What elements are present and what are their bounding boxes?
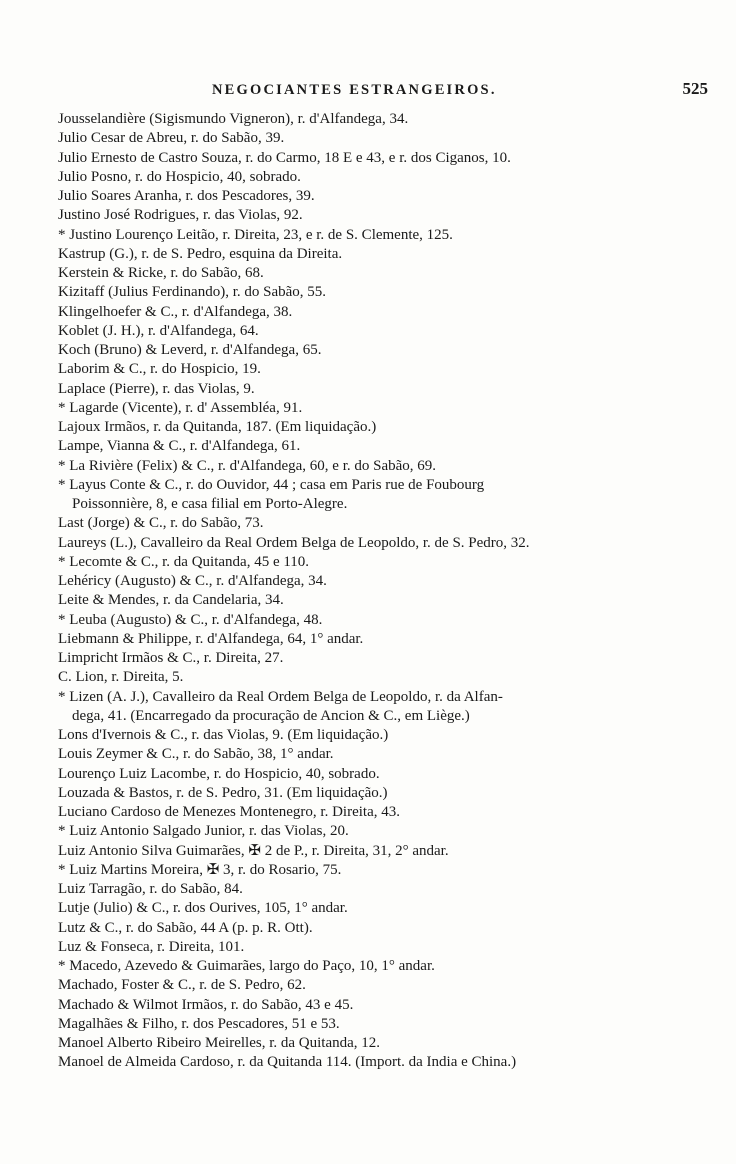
entry-line: Koblet (J. H.), r. d'Alfandega, 64. bbox=[58, 322, 259, 339]
entry-line: Last (Jorge) & C., r. do Sabão, 73. bbox=[58, 515, 264, 532]
entry-line: * Lizen (A. J.), Cavalleiro da Real Ordem Belga de Leopoldo, r. da Alfan- bbox=[58, 688, 503, 705]
entry-line: Limpricht Irmãos & C., r. Direita, 27. bbox=[58, 650, 284, 666]
entry-continuation-line: Poissonnière, 8, e casa filial em Porto-Alegre. bbox=[72, 496, 348, 512]
entry-line: Laureys (L.), Cavalleiro da Real Ordem Belga de Leopoldo, r. de S. Pedro, 32. bbox=[58, 534, 530, 551]
entry-continuation-line: dega, 41. (Encarregado da procuração de Ancion & C., em Liège.) bbox=[72, 707, 470, 724]
entry-line: Lajoux Irmãos, r. da Quitanda, 187. (Em liquidação.) bbox=[58, 419, 377, 435]
entry-line: * Luiz Martins Moreira, ✠ 3, r. do Rosario, 75. bbox=[58, 861, 342, 878]
entry-line: Laplace (Pierre), r. das Violas, 9. bbox=[58, 380, 255, 397]
entry-line: Manoel de Almeida Cardoso, r. da Quitanda 114. (Import. da India e China.) bbox=[58, 1054, 517, 1071]
entry-line: Luiz Antonio Silva Guimarães, ✠ 2 de P., r. Direita, 31, 2° andar. bbox=[58, 842, 449, 859]
entry-line: Lutz & C., r. do Sabão, 44 A (p. p. R. Ott). bbox=[58, 919, 313, 936]
entry-line: * Lagarde (Vicente), r. d' Assembléa, 91. bbox=[58, 399, 303, 416]
page-header bbox=[50, 79, 710, 106]
entry-line: Machado & Wilmot Irmãos, r. do Sabão, 43 e 45. bbox=[58, 996, 354, 1013]
entry-line: Liebmann & Philippe, r. d'Alfandega, 64, 1° andar. bbox=[58, 630, 364, 647]
entry-line: * Leuba (Augusto) & C., r. d'Alfandega, 48. bbox=[58, 611, 323, 628]
entry-line: Klingelhoefer & C., r. d'Alfandega, 38. bbox=[58, 303, 293, 320]
entry-line: C. Lion, r. Direita, 5. bbox=[58, 669, 184, 686]
entry-line: Lutje (Julio) & C., r. dos Ourives, 105, 1° andar. bbox=[58, 900, 348, 917]
entry-line: Julio Cesar de Abreu, r. do Sabão, 39. bbox=[58, 130, 285, 147]
entry-line: Leite & Mendes, r. da Candelaria, 34. bbox=[58, 592, 284, 609]
entry-line: * Justino Lourenço Leitão, r. Direita, 23, e r. de S. Clemente, 125. bbox=[58, 226, 453, 243]
entry-line: Lampe, Vianna & C., r. d'Alfandega, 61. bbox=[58, 438, 301, 455]
entry-line: Luiz Tarragão, r. do Sabão, 84. bbox=[58, 881, 243, 897]
entry-line: Kastrup (G.), r. de S. Pedro, esquina da Direita. bbox=[58, 245, 343, 262]
entry-line: Lourenço Luiz Lacombe, r. do Hospicio, 40, sobrado. bbox=[58, 765, 380, 782]
entry-line: Lehéricy (Augusto) & C., r. d'Alfandega, 34. bbox=[58, 573, 327, 589]
running-title: NEGOCIANTES ESTRANGEIROS. bbox=[212, 82, 497, 98]
entry-line: * Layus Conte & C., r. do Ouvidor, 44 ; casa em Paris rue de Foubourg bbox=[58, 476, 485, 493]
directory-entries bbox=[58, 110, 713, 1073]
entry-line: Julio Posno, r. do Hospicio, 40, sobrado. bbox=[58, 168, 301, 185]
entry-line: Julio Soares Aranha, r. dos Pescadores, 39. bbox=[58, 188, 315, 204]
entry-line: Manoel Alberto Ribeiro Meirelles, r. da Quitanda, 12. bbox=[58, 1035, 381, 1051]
entry-line: Magalhães & Filho, r. dos Pescadores, 51 e 53. bbox=[58, 1015, 340, 1032]
entry-line: Kerstein & Ricke, r. do Sabão, 68. bbox=[58, 265, 264, 281]
entry-line: Justino José Rodrigues, r. das Violas, 92. bbox=[58, 207, 303, 224]
entry-line: * Luiz Antonio Salgado Junior, r. das Violas, 20. bbox=[58, 823, 349, 840]
entry-line: * Macedo, Azevedo & Guimarães, largo do Paço, 10, 1° andar. bbox=[58, 958, 435, 974]
entry-line: Julio Ernesto de Castro Souza, r. do Carmo, 18 E e 43, e r. dos Ciganos, 10. bbox=[58, 149, 511, 166]
page-number: 525 bbox=[682, 79, 708, 98]
entry-line: Kizitaff (Julius Ferdinando), r. do Sabão, 55. bbox=[58, 284, 327, 301]
entry-line: * Lecomte & C., r. da Quitanda, 45 e 110. bbox=[58, 553, 310, 570]
entry-line: Koch (Bruno) & Leverd, r. d'Alfandega, 65. bbox=[58, 342, 322, 358]
entry-line: Luciano Cardoso de Menezes Montenegro, r. Direita, 43. bbox=[58, 804, 400, 820]
entry-line: Machado, Foster & C., r. de S. Pedro, 62. bbox=[58, 977, 306, 994]
entry-line: Jousselandière (Sigismundo Vigneron), r. d'Alfandega, 34. bbox=[58, 111, 409, 127]
entry-line: Louis Zeymer & C., r. do Sabão, 38, 1° andar. bbox=[58, 746, 334, 763]
entry-line: Louzada & Bastos, r. de S. Pedro, 31. (Em liquidação.) bbox=[58, 784, 388, 801]
entry-line: Laborim & C., r. do Hospicio, 19. bbox=[58, 361, 261, 378]
entry-line: Lons d'Ivernois & C., r. das Violas, 9. (Em liquidação.) bbox=[58, 727, 389, 743]
entry-line: Luz & Fonseca, r. Direita, 101. bbox=[58, 938, 245, 955]
entry-line: * La Rivière (Felix) & C., r. d'Alfandega, 60, e r. do Sabão, 69. bbox=[58, 457, 437, 474]
